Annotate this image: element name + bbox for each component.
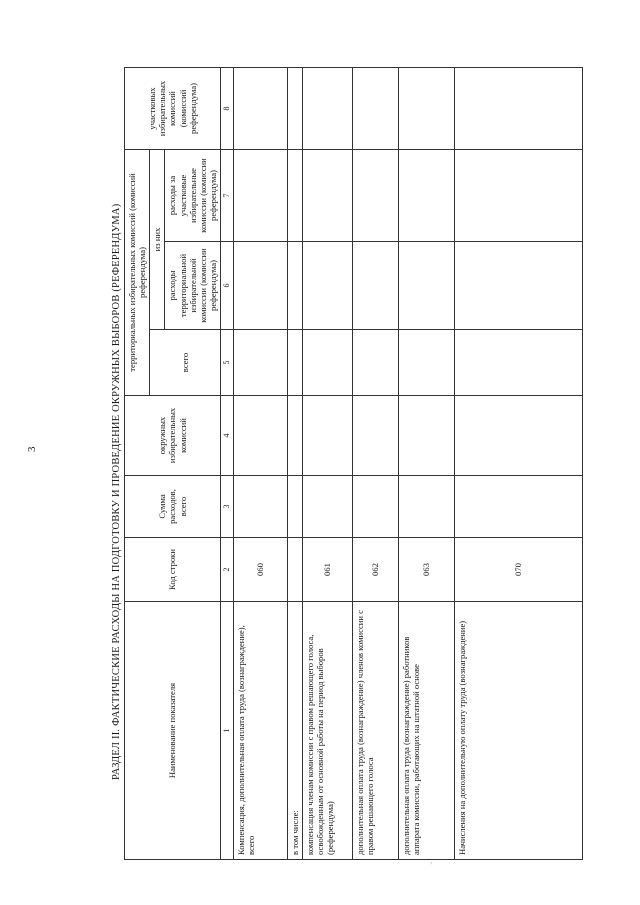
cell-empty bbox=[287, 67, 302, 149]
table-row bbox=[302, 67, 352, 859]
row-name: компенсация членам комиссии с правом решающего голоса, освобожденным от основной работы на период выборов (референдума) bbox=[302, 602, 352, 860]
header-precinct: участковых избирательных комиссий (комиссий референдума) bbox=[125, 67, 221, 149]
row-code: 070 bbox=[454, 538, 582, 602]
cell-empty bbox=[398, 149, 454, 241]
header-total: Сумма расходов, всего bbox=[125, 476, 221, 538]
column-number: 6 bbox=[221, 242, 233, 330]
cell-empty bbox=[302, 149, 352, 241]
row-code: 063 bbox=[398, 538, 454, 602]
cell-empty bbox=[454, 242, 582, 330]
cell-empty bbox=[302, 242, 352, 330]
cell-empty bbox=[287, 242, 302, 330]
scan-speck: , bbox=[430, 855, 433, 865]
table-row bbox=[352, 67, 398, 859]
cell-empty bbox=[302, 330, 352, 396]
row-name: в том числе: bbox=[287, 602, 302, 860]
expenses-table bbox=[124, 67, 583, 860]
cell-empty bbox=[398, 67, 454, 149]
column-number: 3 bbox=[221, 476, 233, 538]
header-territorial-own: расходы территориальной избирательной комиссии (комиссии референдума) bbox=[165, 242, 221, 330]
cell-empty bbox=[233, 476, 287, 538]
column-number: 5 bbox=[221, 330, 233, 396]
cell-empty bbox=[352, 242, 398, 330]
cell-empty bbox=[287, 149, 302, 241]
cell-empty bbox=[233, 330, 287, 396]
cell-empty bbox=[352, 149, 398, 241]
report-table-container bbox=[124, 68, 583, 860]
header-name: Наименование показателя bbox=[125, 602, 221, 860]
cell-empty bbox=[302, 67, 352, 149]
column-numbers-row bbox=[221, 67, 233, 859]
header-territorial-group: территориальных избирательных комиссий (комиссий референдума) bbox=[125, 149, 150, 395]
cell-empty bbox=[352, 67, 398, 149]
row-name: дополнительная оплата труда (вознаграждение) членов комиссии с правом решающего голоса bbox=[352, 602, 398, 860]
header-precinct-expenses: расходы за участковые избирательные комиссии (комиссии референдума) bbox=[165, 149, 221, 241]
cell-empty bbox=[302, 476, 352, 538]
cell-empty bbox=[454, 149, 582, 241]
table-row bbox=[233, 67, 287, 859]
cell-empty bbox=[352, 476, 398, 538]
row-code: 062 bbox=[352, 538, 398, 602]
cell-empty bbox=[302, 396, 352, 476]
page-number: 3 bbox=[26, 446, 38, 452]
cell-empty bbox=[398, 330, 454, 396]
column-number: 2 bbox=[221, 538, 233, 602]
row-name: Начисления на дополнительную оплату труда (вознаграждение) bbox=[454, 602, 582, 860]
cell-empty bbox=[287, 396, 302, 476]
cell-empty bbox=[233, 242, 287, 330]
cell-empty bbox=[352, 330, 398, 396]
row-code: 060 bbox=[233, 538, 287, 602]
row-name: Компенсация, дополнительная оплата труда (вознаграждение), всего bbox=[233, 602, 287, 860]
header-of-them: из них bbox=[150, 149, 165, 329]
cell-empty bbox=[287, 330, 302, 396]
cell-empty bbox=[454, 476, 582, 538]
header-code: Код строки bbox=[125, 538, 221, 602]
column-number: 4 bbox=[221, 396, 233, 476]
cell-empty bbox=[287, 476, 302, 538]
cell-empty bbox=[233, 149, 287, 241]
cell-empty bbox=[398, 242, 454, 330]
cell-empty bbox=[454, 330, 582, 396]
column-number: 8 bbox=[221, 67, 233, 149]
cell-empty bbox=[398, 476, 454, 538]
section-title: РАЗДЕЛ II. ФАКТИЧЕСКИЕ РАСХОДЫ НА ПОДГОТОВКУ И ПРОВЕДЕНИЕ ОКРУЖНЫХ ВЫБОРОВ (РЕФЕРЕНДУМА) bbox=[111, 203, 122, 780]
column-number: 7 bbox=[221, 149, 233, 241]
table-row bbox=[454, 67, 582, 859]
table-row bbox=[398, 67, 454, 859]
cell-empty bbox=[454, 67, 582, 149]
cell-empty bbox=[352, 396, 398, 476]
column-number: 1 bbox=[221, 602, 233, 860]
cell-empty bbox=[233, 67, 287, 149]
table-row bbox=[287, 67, 302, 859]
header-territorial-total: всего bbox=[150, 330, 221, 396]
cell-empty bbox=[233, 396, 287, 476]
row-code bbox=[287, 538, 302, 602]
cell-empty bbox=[398, 396, 454, 476]
cell-empty bbox=[454, 396, 582, 476]
row-name: дополнительная оплата труда (вознаграждение) работников аппарата комиссии, работающих на штатной основе bbox=[398, 602, 454, 860]
row-code: 061 bbox=[302, 538, 352, 602]
header-district: окружных избирательных комиссий bbox=[125, 396, 221, 476]
